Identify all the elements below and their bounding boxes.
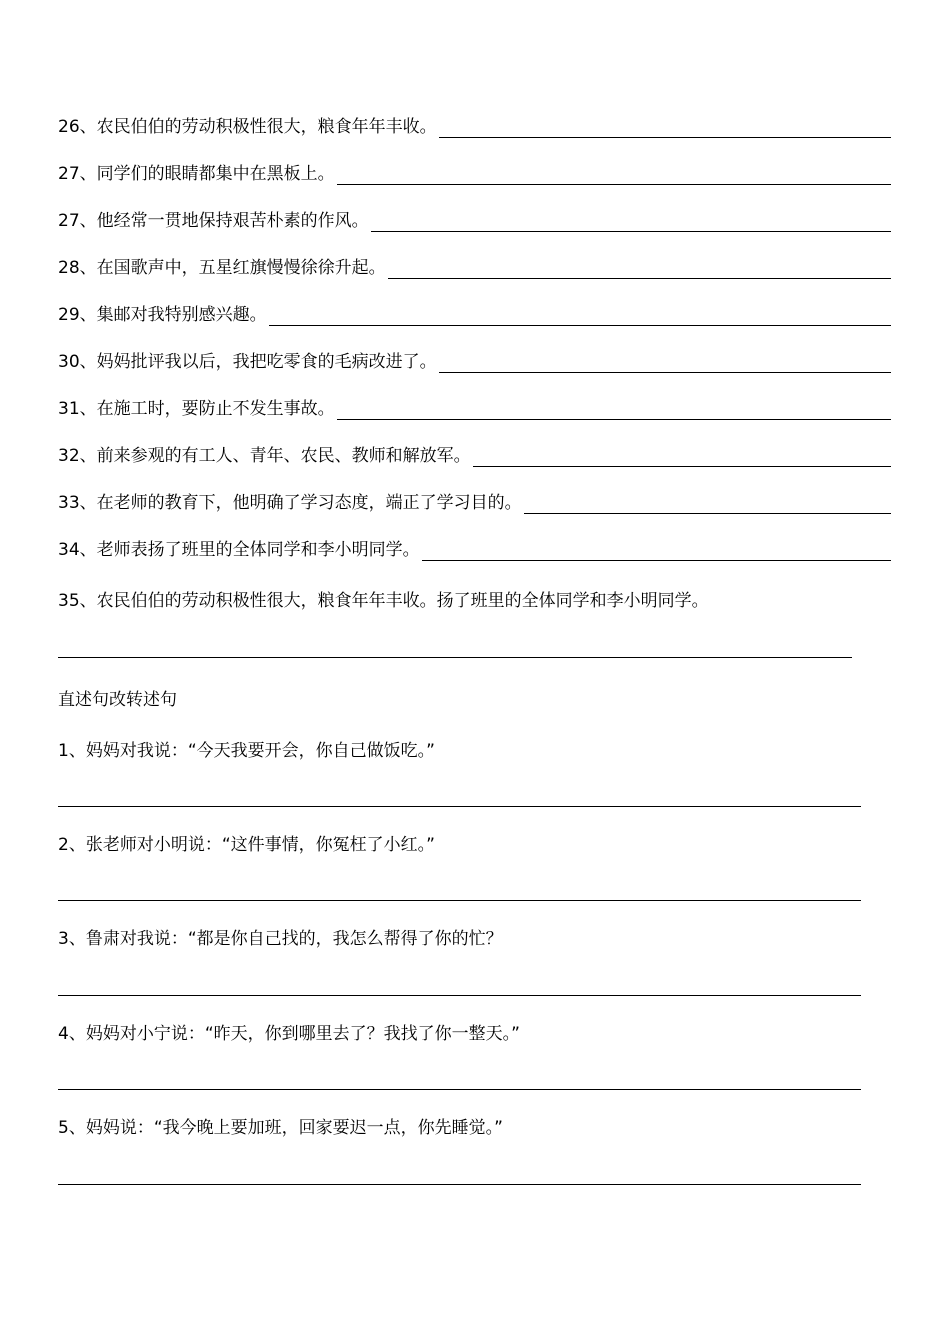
exercise-text: 30、妈妈批评我以后，我把吃零食的毛病改进了。 (58, 352, 437, 372)
exercise-text: 32、前来参观的有工人、青年、农民、教师和解放军。 (58, 446, 471, 466)
answer-line[interactable] (439, 136, 891, 138)
answer-line[interactable] (337, 418, 891, 420)
exercise-item-27a (58, 161, 891, 185)
answer-line[interactable] (58, 900, 861, 901)
exercise-item-28 (58, 255, 891, 279)
exercise-text: 29、集邮对我特别感兴趣。 (58, 305, 267, 325)
answer-line[interactable] (337, 183, 891, 185)
question-1: 1、妈妈对我说：“今天我要开会，你自己做饭吃。” (58, 741, 435, 761)
answer-line[interactable] (58, 806, 861, 807)
section-title: 直述句改转述句 (58, 690, 177, 710)
answer-line[interactable] (269, 324, 891, 326)
exercise-text: 34、老师表扬了班里的全体同学和李小明同学。 (58, 540, 420, 560)
answer-line[interactable] (58, 1184, 861, 1185)
exercise-item-27b (58, 208, 891, 232)
answer-line[interactable] (58, 657, 852, 658)
answer-line[interactable] (371, 230, 891, 232)
answer-line[interactable] (473, 465, 891, 467)
exercise-text: 26、农民伯伯的劳动积极性很大，粮食年年丰收。 (58, 117, 437, 137)
exercise-text: 33、在老师的教育下，他明确了学习态度，端正了学习目的。 (58, 493, 522, 513)
exercise-item-31 (58, 396, 891, 420)
question-5: 5、妈妈说：“我今晚上要加班，回家要迟一点，你先睡觉。” (58, 1118, 503, 1138)
exercise-item-35: 35、农民伯伯的劳动积极性很大，粮食年年丰收。扬了班里的全体同学和李小明同学。 (58, 591, 709, 611)
answer-line[interactable] (58, 1089, 861, 1090)
question-2: 2、张老师对小明说：“这件事情，你冤枉了小红。” (58, 835, 435, 855)
exercise-text: 27、同学们的眼睛都集中在黑板上。 (58, 164, 335, 184)
answer-line[interactable] (58, 995, 861, 996)
question-3: 3、鲁肃对我说：“都是你自己找的，我怎么帮得了你的忙？ (58, 929, 503, 949)
exercise-item-29 (58, 302, 891, 326)
exercise-item-30 (58, 349, 891, 373)
question-4: 4、妈妈对小宁说：“昨天，你到哪里去了？我找了你一整天。” (58, 1024, 520, 1044)
answer-line[interactable] (422, 559, 891, 561)
exercise-text: 27、他经常一贯地保持艰苦朴素的作风。 (58, 211, 369, 231)
exercise-text: 28、在国歌声中，五星红旗慢慢徐徐升起。 (58, 258, 386, 278)
answer-line[interactable] (388, 277, 891, 279)
answer-line[interactable] (524, 512, 891, 514)
answer-line[interactable] (439, 371, 891, 373)
exercise-item-26 (58, 114, 891, 138)
exercise-text: 31、在施工时，要防止不发生事故。 (58, 399, 335, 419)
exercise-item-32 (58, 443, 891, 467)
exercise-item-34 (58, 537, 891, 561)
exercise-item-33 (58, 490, 891, 514)
